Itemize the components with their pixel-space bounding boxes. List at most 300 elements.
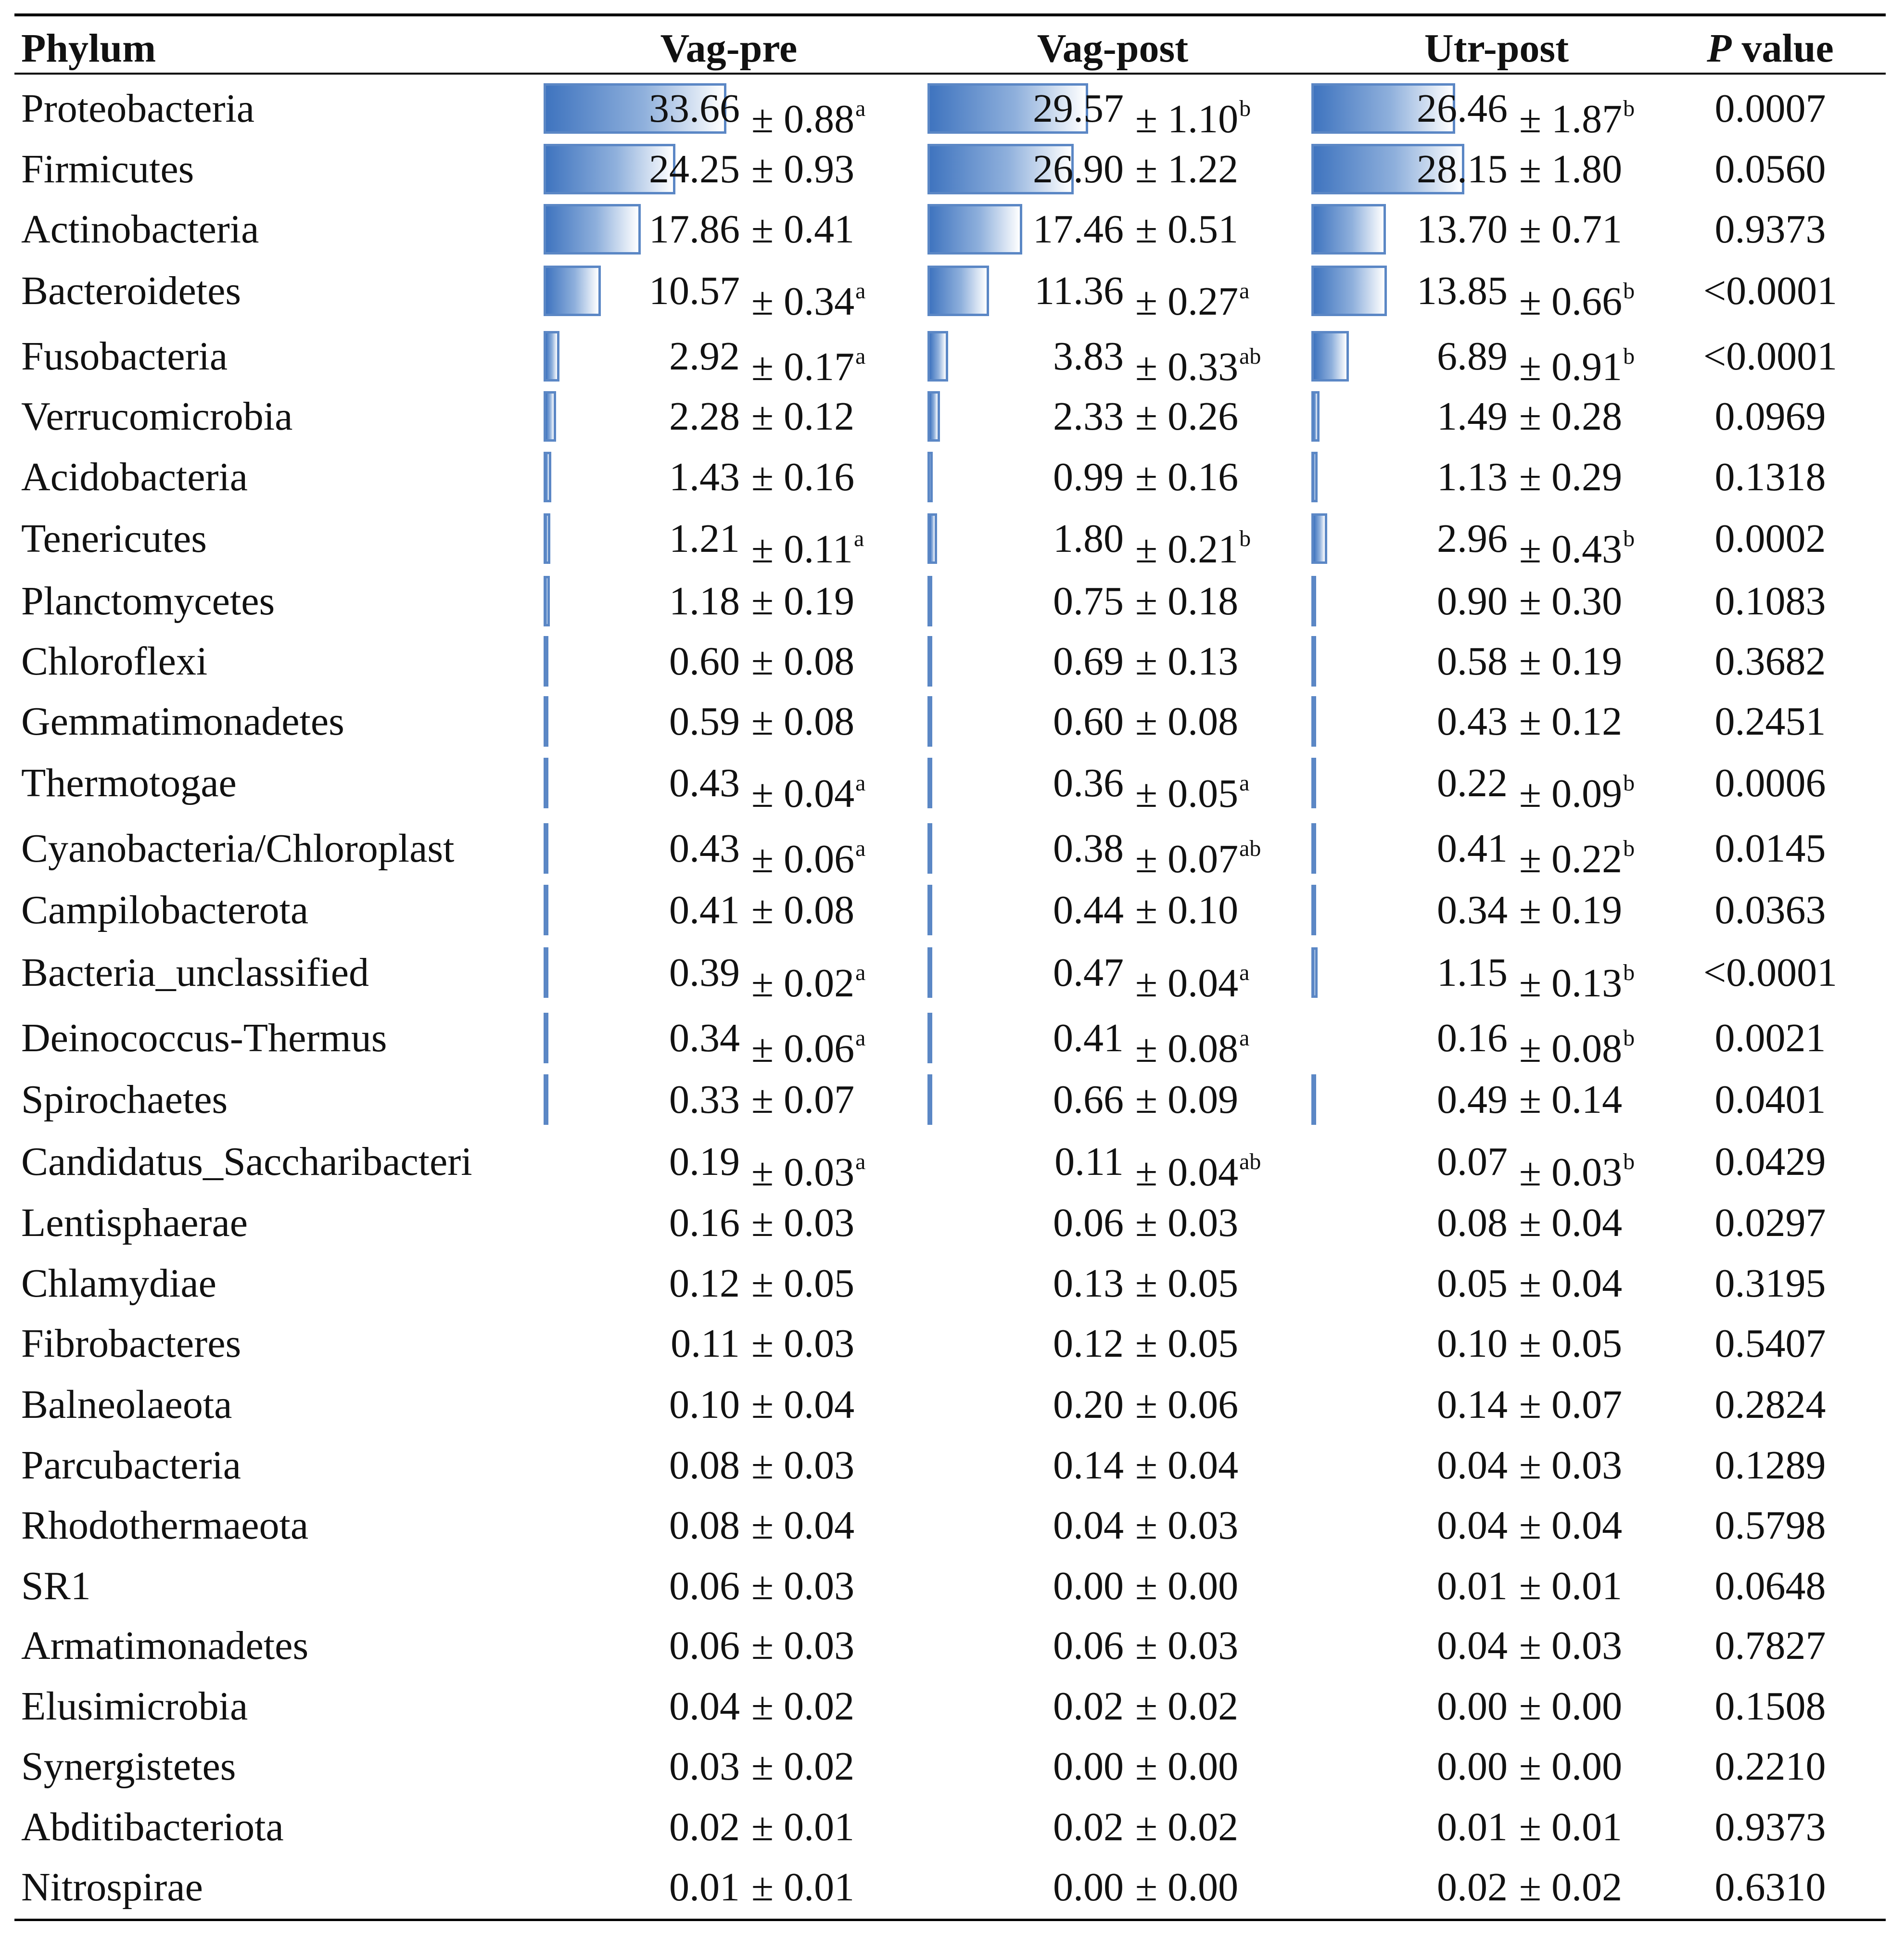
significance-letter: a	[855, 1025, 866, 1051]
mean-value: 1.13	[1437, 455, 1508, 499]
value-cell	[1311, 571, 1682, 631]
sem-value	[751, 1736, 854, 1796]
value-cell	[544, 509, 914, 572]
mean-value: 0.59	[669, 699, 740, 744]
sem-text: ± 1.10	[1135, 97, 1239, 141]
table-row	[14, 571, 1886, 631]
data-bar	[1311, 391, 1320, 442]
sem-text: ± 1.87	[1519, 97, 1623, 141]
table-row	[14, 386, 1886, 446]
sem-value	[1135, 1435, 1238, 1495]
value-cell	[544, 571, 914, 631]
mean-value: 0.16	[1437, 1016, 1508, 1060]
sem-value	[1135, 1495, 1238, 1555]
mean-value: 13.85	[1417, 268, 1508, 313]
mean-value: 0.04	[1437, 1503, 1508, 1548]
sem-value	[1519, 943, 1635, 1013]
value-cell	[927, 1193, 1298, 1253]
mean-value: 0.02	[1053, 1684, 1124, 1729]
mean-value: 0.99	[1053, 455, 1124, 499]
header-p-rest: value	[1731, 26, 1834, 71]
sem-value	[1135, 691, 1238, 751]
value-cell	[927, 1736, 1298, 1796]
data-bar	[927, 636, 932, 687]
header-phylum: Phylum	[21, 26, 156, 71]
sem-text: ± 0.51	[1135, 207, 1239, 252]
value-cell	[1311, 509, 1682, 572]
mean-value: 0.00	[1437, 1744, 1508, 1789]
sem-text: ± 0.03	[1519, 1443, 1623, 1488]
p-value: 0.0145	[1714, 826, 1826, 871]
sem-text: ± 0.28	[1519, 394, 1623, 439]
sem-text: ± 0.43	[1519, 527, 1623, 572]
sem-text: ± 0.19	[1519, 639, 1623, 684]
table-row	[14, 1070, 1886, 1130]
mean-value: 0.69	[1053, 639, 1124, 684]
mean-value: 0.33	[669, 1077, 740, 1122]
p-value: 0.0363	[1714, 888, 1826, 932]
value-cell	[1311, 1070, 1682, 1130]
sem-value	[1135, 1070, 1238, 1130]
phylum-name: Parcubacteria	[21, 1443, 241, 1488]
value-cell	[1311, 1556, 1682, 1616]
data-bar	[927, 391, 940, 442]
sem-text: ± 0.09	[1135, 1077, 1239, 1122]
data-bar	[1311, 885, 1316, 935]
mean-value: 17.86	[649, 207, 740, 252]
mean-value: 0.41	[1437, 826, 1508, 871]
sem-value	[751, 1193, 854, 1253]
phylum-name: Chloroflexi	[21, 639, 208, 684]
phylum-name: Deinococcus-Thermus	[21, 1016, 387, 1060]
sem-value	[1519, 1556, 1622, 1616]
sem-text: ± 0.03	[751, 1623, 855, 1668]
sem-text: ± 0.00	[1135, 1744, 1239, 1789]
mean-value: 0.39	[669, 950, 740, 995]
table-row	[14, 78, 1886, 139]
sem-text: ± 0.16	[1135, 455, 1239, 499]
p-value: 0.0007	[1714, 86, 1826, 131]
data-bar	[927, 204, 1022, 255]
data-bar	[1311, 947, 1318, 998]
mean-value: 17.46	[1033, 207, 1124, 252]
table-row	[14, 199, 1886, 259]
data-bar	[1311, 758, 1316, 808]
p-value: 0.0021	[1714, 1016, 1826, 1060]
mean-value: 0.02	[1053, 1805, 1124, 1849]
data-bar	[544, 885, 548, 935]
significance-letter: b	[1623, 1025, 1635, 1051]
value-cell	[1311, 1676, 1682, 1736]
value-cell	[927, 1857, 1298, 1917]
mean-value: 0.11	[671, 1321, 740, 1366]
significance-letter: b	[1623, 278, 1635, 304]
p-value: 0.7827	[1714, 1623, 1826, 1668]
value-cell	[544, 1008, 914, 1071]
value-cell	[544, 1435, 914, 1495]
p-value: 0.0560	[1714, 147, 1826, 191]
value-cell	[1311, 1193, 1682, 1253]
sem-value	[751, 447, 854, 507]
sem-value	[751, 1676, 854, 1736]
sem-value	[1135, 78, 1251, 149]
mean-value: 26.46	[1417, 86, 1508, 131]
value-cell	[927, 78, 1298, 139]
sem-text: ± 0.19	[751, 579, 855, 624]
sem-text: ± 0.16	[751, 455, 855, 499]
sem-value	[1519, 386, 1622, 446]
sem-value	[751, 139, 854, 199]
mean-value: 0.00	[1437, 1684, 1508, 1729]
sem-text: ± 0.11	[751, 527, 853, 572]
value-cell	[1311, 1857, 1682, 1917]
value-cell	[927, 1556, 1298, 1616]
table-row	[14, 1857, 1886, 1917]
sem-text: ± 0.01	[751, 1805, 855, 1849]
mean-value: 0.12	[1053, 1321, 1124, 1366]
sem-text: ± 0.04	[751, 771, 855, 816]
value-cell	[927, 1132, 1298, 1195]
phylum-name: Lentisphaerae	[21, 1200, 248, 1245]
sem-text: ± 0.02	[1135, 1805, 1239, 1849]
sem-value	[1519, 1008, 1635, 1079]
sem-value	[1519, 1193, 1622, 1253]
value-cell	[927, 509, 1298, 572]
sem-text: ± 0.18	[1135, 579, 1239, 624]
data-bar	[927, 758, 932, 808]
sem-text: ± 0.13	[1135, 639, 1239, 684]
data-bar	[927, 266, 989, 316]
sem-text: ± 0.02	[751, 1684, 855, 1729]
table-row	[14, 943, 1886, 1006]
sem-value	[1519, 1857, 1622, 1917]
p-value: 0.3195	[1714, 1261, 1826, 1306]
sem-value	[751, 386, 854, 446]
phylum-name: Actinobacteria	[21, 207, 259, 252]
value-cell	[544, 199, 914, 259]
sem-text: ± 0.04	[751, 1382, 855, 1427]
sem-value	[1519, 1676, 1622, 1736]
value-cell	[927, 753, 1298, 816]
p-value: 0.0401	[1714, 1077, 1826, 1122]
table-row	[14, 1676, 1886, 1736]
mean-value: 0.06	[669, 1623, 740, 1668]
sem-value	[1135, 1253, 1238, 1313]
sem-text: ± 0.08	[751, 888, 855, 932]
value-cell	[544, 1070, 914, 1130]
data-bar	[544, 576, 550, 626]
sem-text: ± 0.08	[1135, 1026, 1239, 1071]
mean-value: 6.89	[1437, 334, 1508, 379]
sem-value	[1519, 447, 1622, 507]
phylum-name: Verrucomicrobia	[21, 394, 293, 439]
data-bar	[544, 1013, 548, 1063]
sem-text: ± 0.01	[1519, 1805, 1623, 1849]
mean-value: 0.01	[1437, 1805, 1508, 1849]
phylum-name: Bacteria_unclassified	[21, 950, 369, 995]
significance-letter: b	[1623, 344, 1635, 369]
sem-text: ± 0.30	[1519, 579, 1623, 624]
phylum-name: Candidatus_Saccharibacteri	[21, 1139, 472, 1184]
mean-value: 0.04	[669, 1684, 740, 1729]
sem-value	[1519, 1375, 1622, 1435]
value-cell	[927, 691, 1298, 751]
sem-text: ± 0.00	[1135, 1865, 1239, 1910]
p-value: 0.0648	[1714, 1564, 1826, 1608]
mean-value: 0.00	[1053, 1564, 1124, 1608]
sem-value	[751, 509, 864, 579]
top-rule	[14, 13, 1886, 16]
sem-text: ± 0.66	[1519, 279, 1623, 324]
sem-value	[1519, 1070, 1622, 1130]
mean-value: 0.11	[1054, 1139, 1124, 1184]
data-bar	[544, 823, 548, 874]
sem-value	[1519, 1797, 1622, 1857]
value-cell	[1311, 1435, 1682, 1495]
sem-value	[1135, 261, 1249, 331]
sem-value	[1135, 386, 1238, 446]
significance-letter: ab	[1239, 836, 1261, 861]
mean-value: 0.38	[1053, 826, 1124, 871]
sem-text: ± 0.34	[751, 279, 855, 324]
table-row	[14, 880, 1886, 940]
sem-value	[751, 1375, 854, 1435]
significance-letter: a	[855, 1149, 866, 1174]
mean-value: 0.12	[669, 1261, 740, 1306]
data-bar	[1311, 452, 1318, 502]
sem-value	[1519, 1435, 1622, 1495]
value-cell	[1311, 1253, 1682, 1313]
value-cell	[1311, 1375, 1682, 1435]
significance-letter: a	[853, 526, 864, 551]
value-cell	[544, 1375, 914, 1435]
table-row	[14, 1616, 1886, 1676]
value-cell	[544, 631, 914, 691]
table-row	[14, 1556, 1886, 1616]
sem-text: ± 0.05	[1135, 771, 1239, 816]
sem-text: ± 0.02	[1135, 1684, 1239, 1729]
sem-text: ± 0.03	[751, 1321, 855, 1366]
mean-value: 0.41	[1053, 1016, 1124, 1060]
sem-value	[751, 78, 865, 149]
value-cell	[1311, 1797, 1682, 1857]
data-bar	[1311, 204, 1386, 255]
data-bar	[544, 636, 548, 687]
significance-letter: a	[855, 278, 866, 304]
data-bar	[544, 1074, 548, 1125]
mean-value: 0.90	[1437, 579, 1508, 624]
p-value: 0.6310	[1714, 1865, 1826, 1910]
sem-value	[751, 1556, 854, 1616]
sem-value	[1519, 78, 1635, 149]
mean-value: 0.13	[1053, 1261, 1124, 1306]
table-row	[14, 1193, 1886, 1253]
sem-value	[751, 1132, 865, 1202]
table-row	[14, 818, 1886, 879]
mean-value: 0.20	[1053, 1382, 1124, 1427]
mean-value: 1.49	[1437, 394, 1508, 439]
table-row	[14, 1797, 1886, 1857]
phylum-name: Rhodothermaeota	[21, 1503, 309, 1548]
sem-value	[751, 1435, 854, 1495]
data-bar	[544, 391, 556, 442]
significance-letter: b	[1623, 770, 1635, 796]
significance-letter: b	[1239, 96, 1251, 121]
significance-letter: b	[1623, 96, 1635, 121]
mean-value: 0.58	[1437, 639, 1508, 684]
p-value: 0.0297	[1714, 1200, 1826, 1245]
p-value: 0.5407	[1714, 1321, 1826, 1366]
value-cell	[544, 261, 914, 324]
mean-value: 0.06	[1053, 1200, 1124, 1245]
mean-value: 0.05	[1437, 1261, 1508, 1306]
sem-text: ± 0.03	[751, 1150, 855, 1195]
sem-text: ± 0.01	[1519, 1564, 1623, 1608]
mean-value: 0.08	[669, 1443, 740, 1488]
phylum-name: Balneolaeota	[21, 1382, 232, 1427]
sem-text: ± 0.00	[1135, 1564, 1239, 1608]
mean-value: 11.36	[1034, 268, 1124, 313]
data-bar	[1311, 636, 1316, 687]
sem-value	[1519, 1132, 1635, 1202]
sem-text: ± 0.27	[1135, 279, 1239, 324]
mean-value: 0.03	[669, 1744, 740, 1789]
sem-text: ± 1.22	[1135, 147, 1239, 191]
header-row	[14, 18, 1886, 78]
phylum-name: Proteobacteria	[21, 86, 255, 131]
mean-value: 0.10	[1437, 1321, 1508, 1366]
header-p-value	[1669, 18, 1871, 78]
sem-text: ± 0.93	[751, 147, 855, 191]
data-bar	[1311, 576, 1316, 626]
data-bar	[927, 823, 932, 874]
sem-text: ± 0.04	[1519, 1503, 1623, 1548]
data-bar	[544, 331, 559, 382]
mean-value: 0.04	[1053, 1503, 1124, 1548]
sem-value	[1519, 631, 1622, 691]
value-cell	[544, 1556, 914, 1616]
mean-value: 2.96	[1437, 516, 1508, 561]
value-cell	[544, 1736, 914, 1796]
significance-letter: b	[1623, 960, 1635, 985]
significance-letter: a	[855, 960, 866, 985]
value-cell	[927, 447, 1298, 507]
data-bar	[927, 1013, 932, 1063]
significance-letter: a	[855, 770, 866, 796]
p-value: 0.1289	[1714, 1443, 1826, 1488]
value-cell	[544, 139, 914, 199]
mean-value: 0.00	[1053, 1744, 1124, 1789]
sem-value	[751, 1857, 854, 1917]
value-cell	[927, 326, 1298, 389]
data-bar	[544, 696, 548, 747]
mean-value: 3.83	[1053, 334, 1124, 379]
p-value: 0.1508	[1714, 1684, 1826, 1729]
value-cell	[544, 943, 914, 1006]
sem-text: ± 0.06	[1135, 1382, 1239, 1427]
sem-text: ± 0.13	[1519, 961, 1623, 1006]
table-row	[14, 326, 1886, 389]
value-cell	[544, 1193, 914, 1253]
value-cell	[927, 261, 1298, 324]
value-cell	[544, 1313, 914, 1374]
sem-text: ± 0.04	[1519, 1200, 1623, 1245]
phylum-name: Elusimicrobia	[21, 1684, 248, 1729]
data-bar	[1311, 266, 1387, 316]
phylum-name: Cyanobacteria/Chloroplast	[21, 826, 455, 871]
table-row	[14, 1736, 1886, 1796]
sem-value	[751, 1253, 854, 1313]
value-cell	[1311, 386, 1682, 446]
value-cell	[544, 1676, 914, 1736]
sem-text: ± 0.33	[1135, 344, 1239, 389]
mean-value: 0.10	[669, 1382, 740, 1427]
value-cell	[1311, 199, 1682, 259]
sem-text: ± 0.04	[1135, 1443, 1239, 1488]
value-cell	[1311, 447, 1682, 507]
value-cell	[927, 943, 1298, 1006]
mean-value: 0.43	[669, 761, 740, 805]
value-cell	[544, 880, 914, 940]
phylum-name: Firmicutes	[21, 147, 194, 191]
value-cell	[1311, 78, 1682, 139]
sem-value	[751, 753, 865, 824]
mean-value: 1.21	[669, 516, 740, 561]
sem-value	[1135, 753, 1249, 824]
sem-text: ± 0.04	[1135, 1150, 1239, 1195]
sem-value	[1135, 447, 1238, 507]
p-value: 0.1083	[1714, 579, 1826, 624]
sem-value	[751, 1495, 854, 1555]
sem-value	[1135, 1375, 1238, 1435]
sem-value	[1135, 943, 1249, 1013]
mean-value: 1.15	[1437, 950, 1508, 995]
mean-value: 33.66	[649, 86, 740, 131]
mean-value: 0.02	[669, 1805, 740, 1849]
phylum-name: Bacteroidetes	[21, 268, 241, 313]
sem-text: ± 0.03	[1135, 1503, 1239, 1548]
phylum-name: Abditibacteriota	[21, 1805, 284, 1849]
data-bar	[927, 452, 933, 502]
value-cell	[1311, 943, 1682, 1006]
mean-value: 10.57	[649, 268, 740, 313]
mean-value: 1.43	[669, 455, 740, 499]
mean-value: 0.08	[1437, 1200, 1508, 1245]
sem-text: ± 0.19	[1519, 888, 1623, 932]
mean-value: 0.60	[669, 639, 740, 684]
value-cell	[927, 1797, 1298, 1857]
mean-value: 0.34	[669, 1016, 740, 1060]
sem-value	[751, 199, 854, 259]
sem-value	[751, 880, 854, 940]
significance-letter: a	[855, 836, 866, 861]
sem-text: ± 0.22	[1519, 837, 1623, 881]
data-bar	[544, 758, 548, 808]
mean-value: 0.43	[669, 826, 740, 871]
sem-text: ± 0.09	[1519, 771, 1623, 816]
mean-value: 0.44	[1053, 888, 1124, 932]
phylum-name: Campilobacterota	[21, 888, 309, 932]
sem-text: ± 0.05	[751, 1261, 855, 1306]
sem-text: ± 0.03	[1519, 1623, 1623, 1668]
value-cell	[544, 753, 914, 816]
significance-letter: b	[1623, 836, 1635, 861]
table-row	[14, 1313, 1886, 1374]
sem-text: ± 0.08	[1135, 699, 1239, 744]
significance-letter: b	[1239, 526, 1251, 551]
sem-value	[1135, 1676, 1238, 1736]
data-bar	[927, 513, 937, 564]
